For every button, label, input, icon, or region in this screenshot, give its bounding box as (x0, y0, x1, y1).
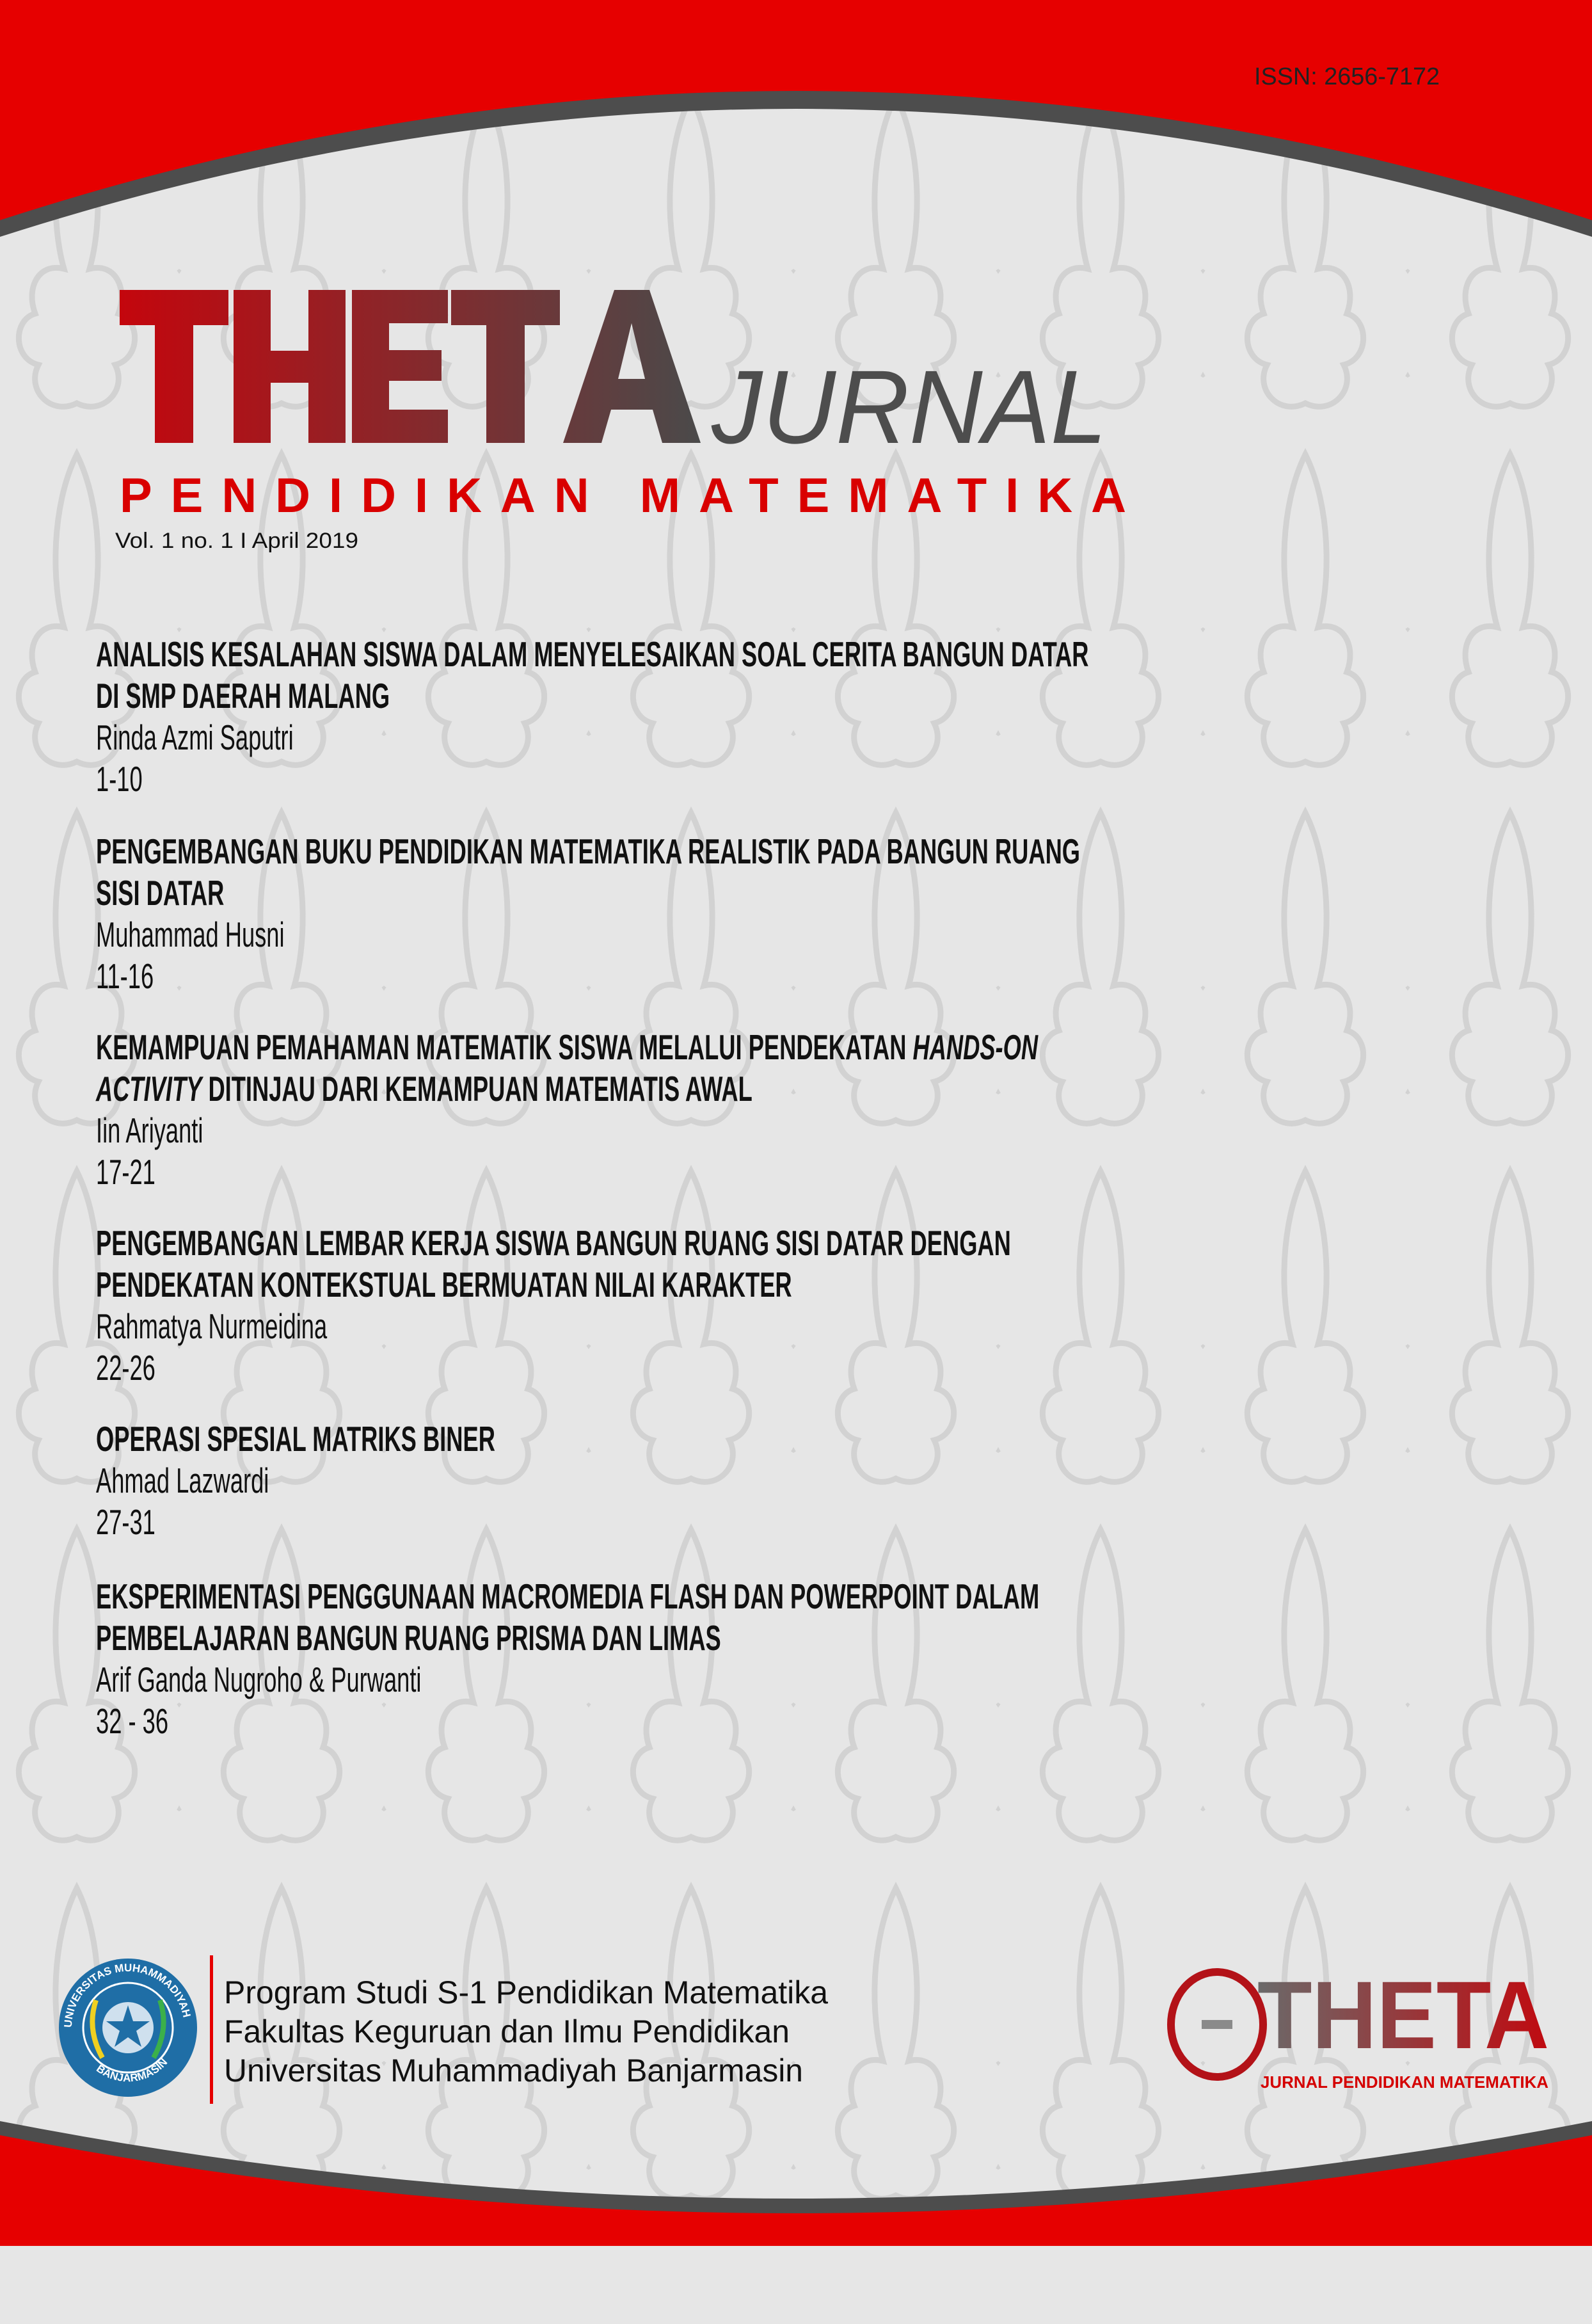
article-title-line (96, 1264, 1025, 1306)
svg-text:UNIVERSITAS MUHAMMADIYAH: UNIVERSITAS MUHAMMADIYAH (61, 1961, 193, 2028)
article-pages: 22-26 (96, 1348, 155, 1388)
title-segment: KEMAMPUAN PEMAHAMAN MATEMATIK SISWA MELALUI PENDEKATAN (96, 1027, 913, 1067)
article-pages: 1-10 (96, 759, 143, 799)
title-segment: DI SMP DAERAH MALANG (96, 676, 390, 716)
article-title-line (96, 1027, 1039, 1068)
article-title-line (96, 831, 1081, 872)
article-title-line (96, 1068, 1025, 1110)
article-title-line (96, 675, 1025, 717)
title-segment: OPERASI SPESIAL MATRIKS BINER (96, 1419, 495, 1459)
article-entry (96, 634, 1504, 800)
title-segment: PEMBELAJARAN BANGUN RUANG PRISMA DAN LIMAS (96, 1618, 721, 1658)
logo-theta-text: THETA (1257, 1961, 1549, 2069)
article-title-line (96, 1617, 1025, 1659)
university-seal (59, 1959, 197, 2097)
article-author: Rahmatya Nurmeidina (96, 1306, 328, 1346)
article-pages: 32 - 36 (96, 1701, 169, 1741)
title-segment: ANALISIS KESALAHAN SISWA DALAM MENYELESAIKAN SOAL CERITA BANGUN DATAR (96, 634, 1089, 674)
title-segment: DITINJAU DARI KEMAMPUAN MATEMATIS AWAL (202, 1069, 752, 1109)
title-segment: PENDEKATAN KONTEKSTUAL BERMUATAN NILAI KARAKTER (96, 1265, 792, 1304)
institution-line-2: Fakultas Keguruan dan Ilmu Pendidikan (224, 2014, 790, 2049)
article-author: Arif Ganda Nugroho & Purwanti (96, 1660, 422, 1699)
article-entry (96, 831, 1504, 997)
institution-line-1: Program Studi S-1 Pendidikan Matematika (224, 1975, 829, 2010)
title-segment: PENGEMBANGAN LEMBAR KERJA SISWA BANGUN RUANG SISI DATAR DENGAN (96, 1223, 1011, 1263)
title-segment: SISI DATAR (96, 873, 225, 913)
logo-subtitle: JURNAL PENDIDIKAN MATEMATIKA (1261, 2072, 1549, 2092)
footer-divider (210, 1955, 213, 2104)
issn-text: ISSN: 2656-7172 (1254, 63, 1440, 90)
article-title-line (96, 634, 1089, 675)
article-author: Iin Ariyanti (96, 1110, 203, 1150)
article-author: Ahmad Lazwardi (96, 1461, 269, 1500)
masthead-subtitle: PENDIDIKAN MATEMATIKA (120, 469, 1126, 523)
article-title-line (96, 1222, 1025, 1264)
article-entry (96, 1222, 1504, 1389)
article-author: Muhammad Husni (96, 915, 285, 954)
bottom-margin (0, 2246, 1592, 2324)
article-pages: 27-31 (96, 1502, 155, 1542)
article-title-line (96, 872, 1025, 914)
title-segment: PENGEMBANGAN BUKU PENDIDIKAN MATEMATIKA REALISTIK PADA BANGUN RUANG (96, 831, 1081, 871)
article-author: Rinda Azmi Saputri (96, 717, 294, 757)
title-segment: EKSPERIMENTASI PENGGUNAAN MACROMEDIA FLASH DAN POWERPOINT DALAM (96, 1576, 1040, 1616)
title-segment: HANDS-ON (912, 1027, 1039, 1067)
article-pages: 11-16 (96, 956, 154, 996)
article-entry (96, 1418, 1504, 1543)
title-segment: ACTIVITY (96, 1069, 202, 1109)
svg-text:BANJARMASIN: BANJARMASIN (94, 2056, 170, 2085)
article-title-line (96, 1576, 1040, 1617)
volume-info: Vol. 1 no. 1 I April 2019 (115, 529, 358, 553)
article-pages: 17-21 (96, 1152, 155, 1192)
institution-line-3: Universitas Muhammadiyah Banjarmasin (224, 2053, 803, 2088)
article-entry (96, 1576, 1504, 1742)
article-entry (96, 1027, 1504, 1193)
masthead-jurnal: JURNAL (711, 348, 1107, 465)
article-title-line (96, 1418, 1025, 1460)
